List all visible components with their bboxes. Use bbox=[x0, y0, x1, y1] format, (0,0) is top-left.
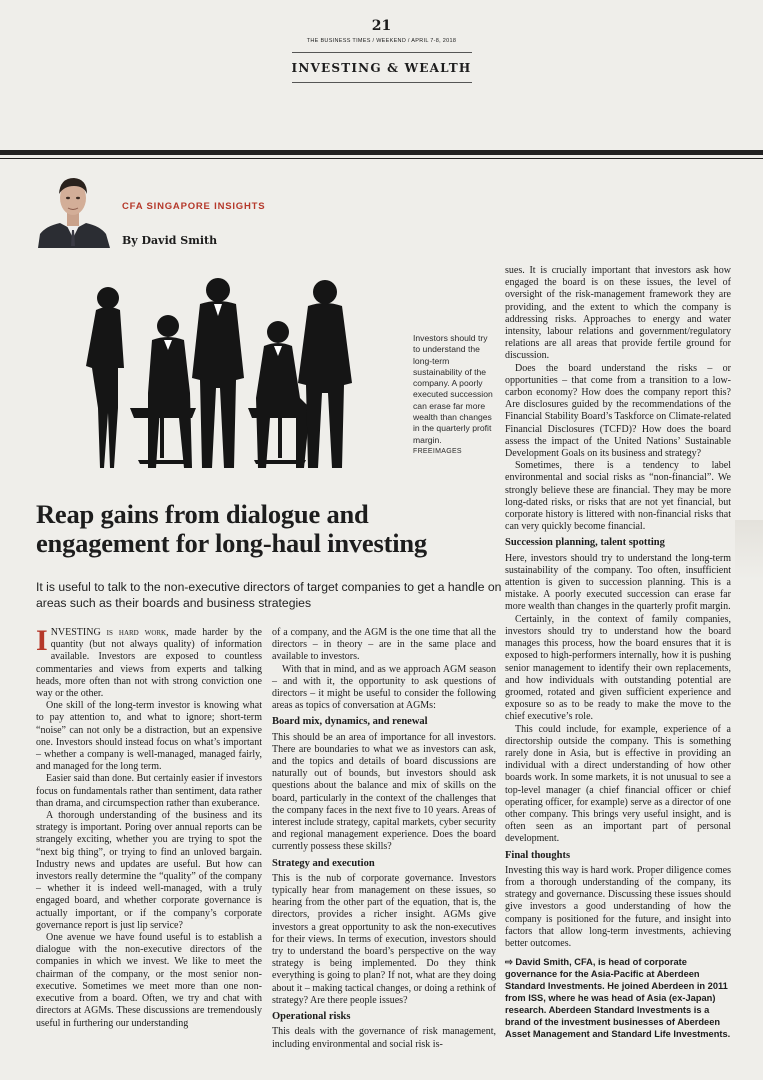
paragraph: One skill of the long-term investor is knowing what to pay attention to, and what to ignore; short-term “noise” can not only be a distraction, but an expensive one. Investors should instead focus on what’s important – whether a company is well-managed, managed fairly, and managed for the long term. bbox=[36, 700, 262, 773]
image-credit: FREEIMAGES bbox=[413, 447, 462, 455]
paragraph: of a company, and the AGM is the one time that all the directors – in theory – are in the same place and available to investors. bbox=[272, 627, 496, 663]
paragraph bbox=[36, 624, 262, 700]
paragraph: This should be an area of importance for all investors. There are boundaries to what we as investors can ask, and the topics and details of board discussions are naturally out of bounds, but investors should ask questions about the balance and mix of skills on the board, particularly in the context of the challenges that the company faces in the next five to 10 years. Areas of interest include strategy, capital markets, cyber security and regional management experience. Does the board currently possess these skills? bbox=[272, 731, 496, 853]
article-headline: Reap gains from dialogue and engagement for long-haul investing bbox=[36, 499, 427, 558]
author-headshot bbox=[34, 168, 112, 248]
subheading: Board mix, dynamics, and renewal bbox=[272, 716, 428, 728]
author-bio bbox=[505, 956, 731, 1040]
article-column-2 bbox=[272, 627, 496, 1051]
masthead-line: THE BUSINESS TIMES / WEEKEND / APRIL 7-8, 2018 bbox=[306, 38, 457, 44]
subheading: Operational risks bbox=[272, 1011, 351, 1023]
section-rule-top bbox=[292, 52, 472, 53]
page-edge-shadow bbox=[735, 520, 763, 580]
author-bio-text: David Smith, CFA, is head of corporate governance for the Asia-Pacific at Aberdeen Standard Investments. He joined Aberdeen in 2011 from ISS, where he was head of Asia (ex-Japan) research. Aberdeen Standard Investments is a brand of the investment businesses of Aberdeen Asset Management and Standard Life Investments. bbox=[505, 957, 731, 1040]
paragraph: A thorough understanding of the business and its strategy is important. Poring over annual reports can be strangely exciting, whether you are trying to spot the “next big thing”, or trying to find an unloved bargain. Industry news and updates are useful. But how can investors really determine the “quality” of the company – whether it is indeed well-managed, with a truly engaged board, and whether corporate governance is actually important, or if the company’s corporate governance report is just lip service? bbox=[36, 810, 262, 931]
lead-in: NVESTING is hard work, bbox=[50, 627, 169, 638]
paragraph: One avenue we have found useful is to establish a dialogue with the non-executive directors of the companies in which we invest. We like to meet the chairman of the company, or the most senior non-executive. Sometimes we meet more than one non-executive from a board. Often, we try and chat with directors at AGMs. These discussions are tremendously useful in furthering our understanding bbox=[36, 932, 262, 1029]
column-label: CFA SINGAPORE INSIGHTS bbox=[122, 201, 266, 212]
paragraph: Easier said than done. But certainly easier if investors focus on fundamentals rather than sentiment, data rather than drama, and circumspection rather than exuberance. bbox=[36, 773, 262, 809]
paragraph: This could include, for example, experience of a directorship outside the company. This is something rarely done in Asia, but is effective in providing an individual with a direct understanding of how other boards work. In some markets, it is not unusual to see a top-level manager (a chief financial officer or chief operating officer, for example) serve as a director of one other company. This brings very useful insight, and is often seen as an important part of personal development. bbox=[505, 723, 731, 845]
paragraph: With that in mind, and as we approach AGM season – and with it, the opportunity to ask questions of directors – it might be useful to consider the following areas as topics of conversation at AGMs: bbox=[272, 663, 496, 712]
subheading: Strategy and execution bbox=[272, 857, 375, 869]
page-divider-thin bbox=[0, 158, 763, 159]
subheading: Succession planning, talent spotting bbox=[505, 537, 665, 549]
business-silhouettes-image bbox=[60, 268, 408, 483]
paragraph: Here, investors should try to understand the long-term sustainability of the company. Too often, insufficient attention is given to succession planning. This is a mistake. A poorly executed succession can erase far more wealth than changes in the quarterly profit margin. bbox=[505, 552, 731, 613]
byline: By David Smith bbox=[122, 234, 218, 247]
drop-cap: I bbox=[36, 624, 48, 657]
paragraph: Certainly, in the context of family companies, investors should try to understand how the board manages this process, how the board ensures that it is exposed to high-performers internally, how it is pushing senior management to identify their own replacements, and how individuals with outstanding potential are groomed, rotated and given sufficient experience and exposure so as to be ready to make the move to the chief executive’s role. bbox=[505, 613, 731, 723]
image-caption-text: Investors should try to understand the long-term sustainability of the company. A poorly executed succession can erase far more wealth than changes in the quarterly profit margin. bbox=[413, 333, 493, 445]
page-divider-thick bbox=[0, 150, 763, 155]
paragraph: Does the board understand the risks – or opportunities – that come from a transition to a low-carbon economy? How does the company report this? Are disclosures guided by the recommendations of the Financial Stability Board’s Taskforce on Climate-related Financial Disclosures (TCFD)? How does the board assess the impact of the United Nations’ Sustainable Development Goals on its business and strategy? bbox=[505, 362, 732, 460]
image-caption bbox=[413, 333, 495, 457]
article-standfirst: It is useful to talk to the non-executive directors of target companies to get a handle on areas such as their boards and business strategies bbox=[36, 580, 502, 610]
section-rule-bottom bbox=[292, 82, 472, 83]
arrow-icon: ⇨ bbox=[505, 957, 513, 968]
paragraph: sues. It is crucially important that investors ask how engaged the board is on these issues, the level of oversight of the risk-management framework they are providing, and the extent to which the company is addressing risks. Approaches to energy and water intensity, labour relations and government/regulatory relations are all areas that provide fertile ground for discussion. bbox=[505, 265, 731, 362]
subheading: Final thoughts bbox=[505, 849, 571, 861]
article-column-1 bbox=[36, 624, 262, 1030]
section-title: INVESTING & WEALTH bbox=[291, 61, 472, 75]
article-column-3 bbox=[505, 265, 731, 1040]
paragraph: Investing this way is hard work. Proper diligence comes from a thorough understanding of the company, its strategy and governance. Discussing these issues should give investors a good understanding of how the company is positioned for the future, and insight into factors that allow long-term investments, achieving better outcomes. bbox=[505, 864, 731, 949]
paragraph: This is the nub of corporate governance. Investors typically hear from management on these issues, so hearing from the other part of the equation, that is, the directors, provides a richer insight. AGMs give investors a great opportunity to ask the non-executives for their views. In terms of execution, investors should try to understand the board’s perspective on the way strategy is being implemented. Do they think everything is going to plan? If not, what are they doing about it – making tactical changes, or doing a rethink of strategy? Are there people issues? bbox=[272, 872, 496, 1006]
paragraph-text: made harder by the quantity (but not always quality) of information available. Investors are exposed to countless commentaries and views from experts and talking heads, more often than not with strong conviction one way or the other. bbox=[36, 627, 262, 700]
paragraph: Sometimes, there is a tendency to label environmental and social risks as “non-financial”. We strongly believe these are financial. They may be more long-dated risks, or risks that are not yet financial, but corporate history is littered with non-financial risks that can very quickly become financial. bbox=[505, 460, 731, 533]
paragraph: This deals with the governance of risk management, including environmental and social risk is- bbox=[272, 1026, 496, 1050]
page-number: 21 bbox=[371, 18, 392, 34]
